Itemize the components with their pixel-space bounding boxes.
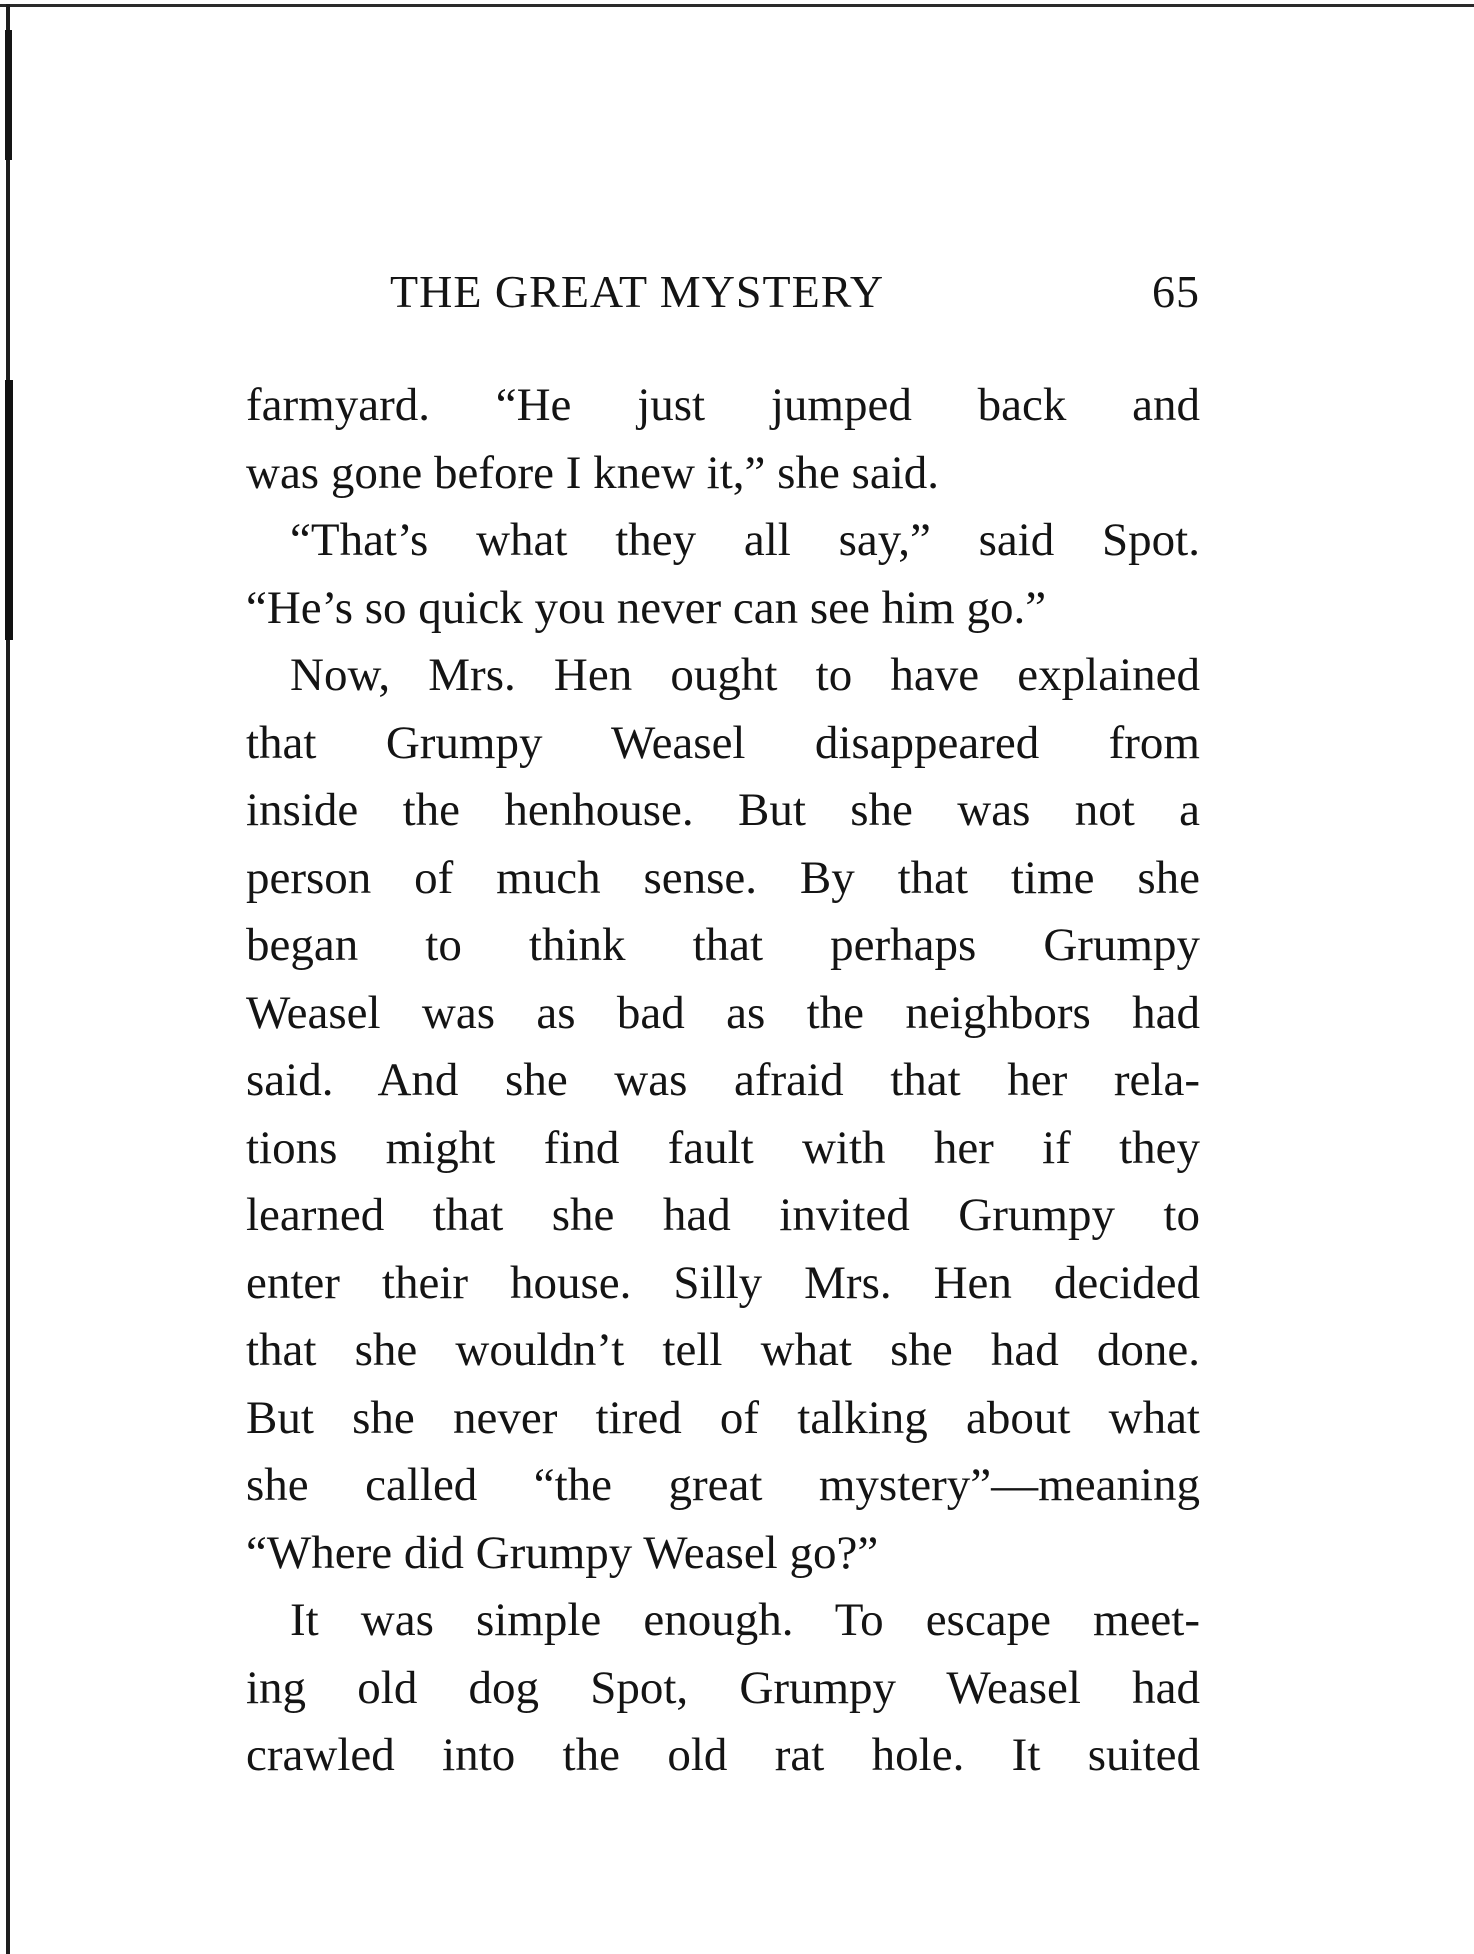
text-line: began to think that perhaps Grumpy [246, 919, 1200, 971]
text-line: tions might find fault with her if they [246, 1121, 1200, 1174]
text-line: inside the henhouse. But she was not a [246, 784, 1200, 836]
body-text [246, 372, 1200, 1790]
text-line: ing old dog Spot, Grumpy Weasel had [246, 1661, 1200, 1714]
text-line: said. And she was afraid that her rela- [246, 1054, 1200, 1106]
text-line: was gone before I knew it,” she said. [246, 446, 940, 499]
page-number: 65 [1152, 266, 1200, 317]
text-line: enter their house. Silly Mrs. Hen decided [246, 1256, 1200, 1309]
text-line: It was simple enough. To escape meet- [290, 1594, 1200, 1646]
chapter-title: THE GREAT MYSTERY [390, 266, 885, 317]
binding-shadow-top [5, 30, 12, 160]
text-line: crawled into the old rat hole. It suited [246, 1729, 1200, 1781]
text-line: that Grumpy Weasel disappeared from [246, 716, 1200, 769]
binding-shadow-middle [5, 380, 13, 640]
running-head [246, 262, 1200, 322]
text-line: “Where did Grumpy Weasel go?” [246, 1526, 879, 1579]
page-binding-edge [6, 4, 10, 1954]
text-line: “That’s what they all say,” said Spot. [290, 514, 1200, 566]
text-line: that she wouldn’t tell what she had done. [246, 1324, 1200, 1376]
text-line: Weasel was as bad as the neighbors had [246, 986, 1200, 1039]
text-line: Now, Mrs. Hen ought to have explained [290, 649, 1200, 701]
text-line: But she never tired of talking about what [246, 1391, 1200, 1444]
text-line: farmyard. “He just jumped back and [246, 379, 1200, 431]
text-line: she called “the great mystery”—meaning [246, 1459, 1200, 1511]
text-line: “He’s so quick you never can see him go.” [246, 581, 1047, 634]
text-line: learned that she had invited Grumpy to [246, 1189, 1200, 1241]
page-top-edge [0, 4, 1474, 7]
text-line: person of much sense. By that time she [246, 851, 1200, 904]
